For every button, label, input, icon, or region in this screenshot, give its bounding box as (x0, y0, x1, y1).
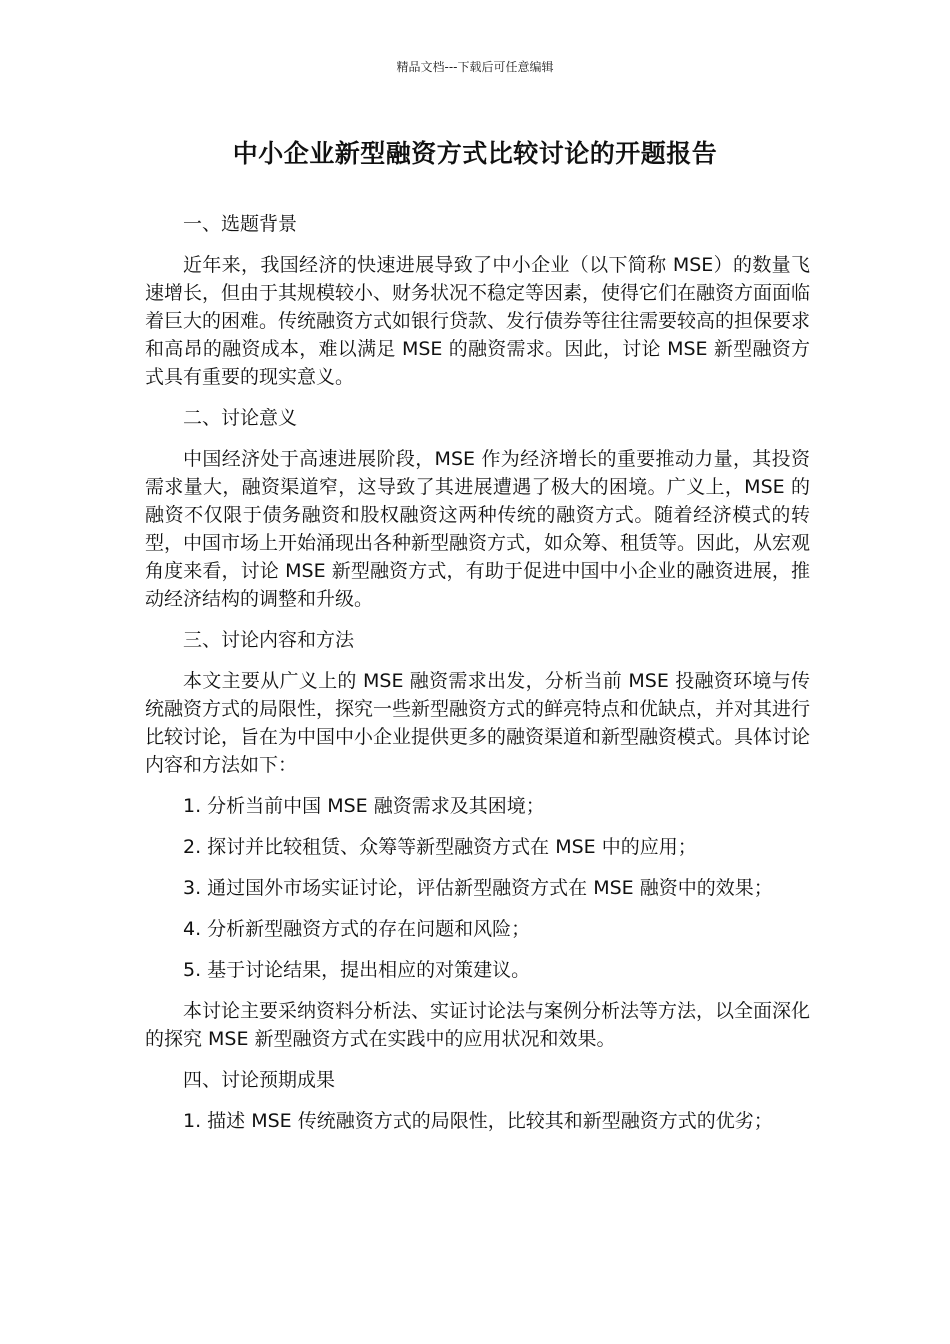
section-heading-content-methods: 三、讨论内容和方法 (183, 629, 355, 651)
document-body (145, 210, 810, 1148)
document-title: 中小企业新型融资方式比较讨论的开题报告 (232, 139, 718, 168)
section-heading-background: 一、选题背景 (183, 213, 298, 235)
list-item-3: 3. 通过国外市场实证讨论，评估新型融资方式在 MSE 融资中的效果； (183, 877, 773, 899)
expected-result-item-1: 1. 描述 MSE 传统融资方式的局限性，比较其和新型融资方式的优劣； (183, 1110, 773, 1132)
list-item-4: 4. 分析新型融资方式的存在问题和风险； (183, 918, 531, 940)
paragraph-methods-summary: 本讨论主要采纳资料分析法、实证讨论法与案例分析法等方法，以全面深化的探究 MSE 新型融资方式在实践中的应用状况和效果。 (145, 1000, 811, 1050)
section-heading-significance: 二、讨论意义 (183, 407, 298, 429)
paragraph-background: 近年来，我国经济的快速进展导致了中小企业（以下简称 MSE）的数量飞速增长，但由于其规模较小、财务状况不稳定等因素，使得它们在融资方面面临着巨大的困难。传统融资方式如银行贷款、发行债券等往往需要较高的担保要求和高昂的融资成本，难以满足 MSE 的融资需求。因此，讨论 MSE 新型融资方式具有重要的现实意义。 (145, 254, 811, 388)
section-heading-expected-results: 四、讨论预期成果 (183, 1069, 336, 1091)
paragraph-significance: 中国经济处于高速进展阶段，MSE 作为经济增长的重要推动力量，其投资需求量大，融资渠道窄，这导致了其进展遭遇了极大的困境。广义上，MSE 的融资不仅限于债务融资和股权融资这两种传统的融资方式。随着经济模式的转型，中国市场上开始涌现出各种新型融资方式，如众筹、租赁等。因此，从宏观角度来看，讨论 MSE 新型融资方式，有助于促进中国中小企业的融资进展，推动经济结构的调整和升级。 (145, 448, 811, 610)
list-item-5: 5. 基于讨论结果，提出相应的对策建议。 (183, 959, 531, 981)
header-note: 精品文档---下载后可任意编辑 (396, 60, 554, 74)
list-item-1: 1. 分析当前中国 MSE 融资需求及其困境； (183, 795, 545, 817)
paragraph-content-methods: 本文主要从广义上的 MSE 融资需求出发，分析当前 MSE 投融资环境与传统融资方式的局限性，探究一些新型融资方式的鲜亮特点和优缺点，并对其进行比较讨论，旨在为中国中小企业提供更多的融资渠道和新型融资模式。具体讨论内容和方法如下： (145, 670, 811, 776)
list-item-2: 2. 探讨并比较租赁、众筹等新型融资方式在 MSE 中的应用； (183, 836, 697, 858)
